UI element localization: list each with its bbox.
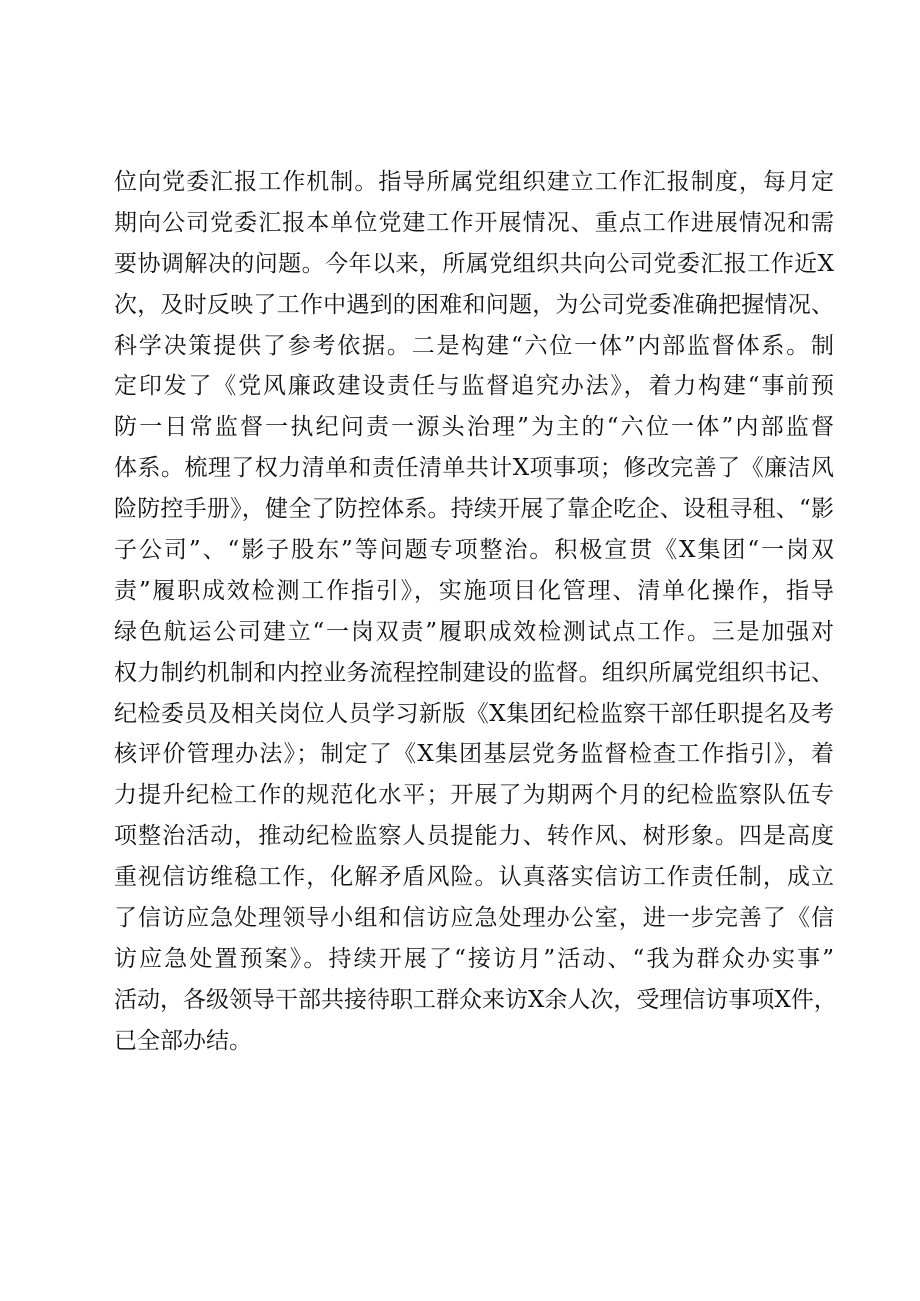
text-line-12: 绿色航运公司建立“一岗双责”履职成效检测试点工作。三是加强对 bbox=[114, 618, 834, 645]
text-line-5: 科学决策提供了参考依据。二是构建“六位一体”内部监督体系。制 bbox=[114, 332, 834, 359]
text-line-8: 体系。梳理了权力清单和责任清单共计X项事项；修改完善了《廉洁风 bbox=[114, 455, 834, 482]
text-line-7: 防一日常监督一执纪问责一源头治理”为主的“六位一体”内部监督 bbox=[114, 414, 834, 441]
text-line-16: 力提升纪检工作的规范化水平；开展了为期两个月的纪检监察队伍专 bbox=[114, 782, 834, 809]
text-line-22: 已全部办结。 bbox=[114, 1027, 252, 1054]
text-line-13: 权力制约机制和内控业务流程控制建设的监督。组织所属党组织书记、 bbox=[114, 659, 834, 686]
text-line-3: 要协调解决的问题。今年以来，所属党组织共向公司党委汇报工作近X bbox=[114, 250, 834, 277]
text-line-19: 了信访应急处理领导小组和信访应急处理办公室，进一步完善了《信 bbox=[114, 905, 834, 932]
text-line-6: 定印发了《党风廉政建设责任与监督追究办法》，着力构建“事前预 bbox=[114, 373, 834, 400]
text-line-20: 访应急处置预案》。持续开展了“接访月”活动、“我为群众办实事” bbox=[114, 945, 834, 972]
text-line-17: 项整治活动，推动纪检监察人员提能力、转作风、树形象。四是高度 bbox=[114, 823, 834, 850]
text-line-21: 活动，各级领导干部共接待职工群众来访X余人次，受理信访事项X件， bbox=[114, 986, 837, 1013]
text-line-4: 次，及时反映了工作中遇到的困难和问题，为公司党委准确把握情况、 bbox=[114, 291, 834, 318]
text-line-14: 纪检委员及相关岗位人员学习新版《X集团纪检监察干部任职提名及考 bbox=[114, 700, 834, 727]
text-line-9: 险防控手册》，健全了防控体系。持续开展了靠企吃企、设租寻租、“影 bbox=[114, 496, 834, 523]
text-line-2: 期向公司党委汇报本单位党建工作开展情况、重点工作进展情况和需 bbox=[114, 209, 834, 236]
text-line-18: 重视信访维稳工作，化解矛盾风险。认真落实信访工作责任制，成立 bbox=[114, 864, 834, 891]
body-paragraph bbox=[114, 162, 837, 1062]
text-line-15: 核评价管理办法》；制定了《X集团基层党务监督检查工作指引》，着 bbox=[114, 741, 834, 768]
text-line-11: 责”履职成效检测工作指引》，实施项目化管理、清单化操作，指导 bbox=[114, 577, 834, 604]
text-line-1: 位向党委汇报工作机制。指导所属党组织建立工作汇报制度，每月定 bbox=[114, 169, 834, 195]
text-line-10: 子公司”、“影子股东”等问题专项整治。积极宣贯《X集团“一岗双 bbox=[114, 537, 834, 564]
